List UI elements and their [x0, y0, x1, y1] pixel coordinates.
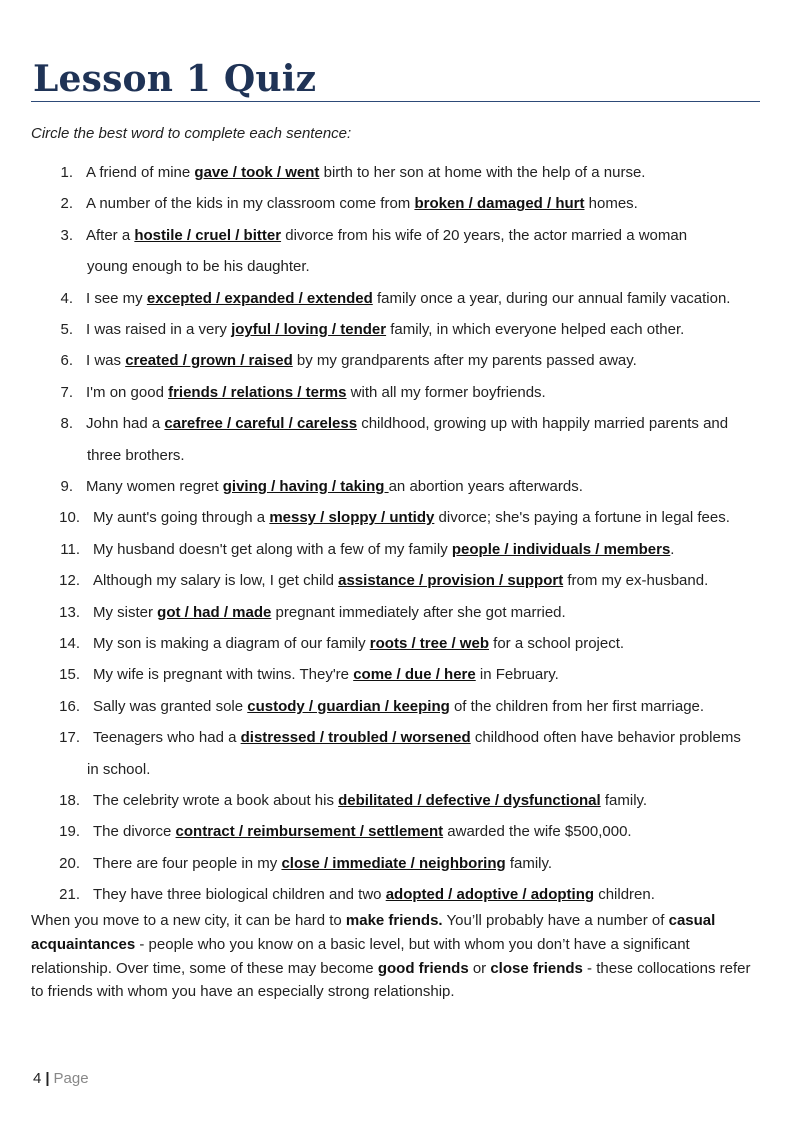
question-stem: I'm on good: [86, 383, 169, 401]
question-stem: Teenagers who had a: [93, 729, 241, 747]
question-ending: homes.: [584, 195, 638, 213]
question-stem: Sally was granted sole: [93, 697, 248, 715]
question-number: 5.: [60, 321, 73, 338]
question-number: 21.: [59, 886, 80, 904]
answer-choices[interactable]: people / individuals / members: [451, 540, 671, 558]
answer-choices[interactable]: carefree / careful / careless: [164, 415, 358, 433]
question-ending: divorce from his wife of 20 years, the actor married a woman: [281, 226, 688, 244]
question-text: [86, 314, 684, 345]
title-underline-rule: [31, 101, 760, 102]
note-text-4: or: [468, 959, 491, 977]
answer-choices[interactable]: messy / sloppy / untidy: [269, 509, 435, 527]
question-number: 17.: [59, 729, 80, 747]
question-text: [93, 597, 566, 628]
answer-choices[interactable]: created / grown / raised: [125, 352, 293, 370]
question-stem: I was: [86, 352, 126, 370]
question-stem: The celebrity wrote a book about his: [93, 792, 339, 809]
question-text: [86, 283, 730, 314]
note-bold-close-friends: close friends: [490, 959, 583, 977]
question-stem: My sister: [93, 603, 158, 621]
question-stem: My wife is pregnant with twins. They're: [93, 666, 354, 684]
question-text: [93, 848, 552, 879]
answer-choices[interactable]: custody / guardian / keeping: [247, 697, 450, 715]
answer-choices[interactable]: come / due / here: [353, 666, 476, 684]
question-stem: I was raised in a very: [86, 321, 232, 338]
page-number: 4: [33, 1070, 42, 1087]
question-ending: by my grandparents after my parents passed away.: [292, 352, 637, 370]
question-ending: birth to her son at home with the help of a nurse.: [319, 164, 646, 181]
question-stem: They have three biological children and two: [93, 886, 386, 904]
question-number: 9.: [60, 478, 73, 495]
note-text-3: - people who you know on a basic level, but with whom you don’t have a significant relationship. Over time, some of these may become: [31, 935, 690, 977]
question-ending: .: [670, 540, 675, 558]
answer-choices[interactable]: hostile / cruel / bitter: [134, 226, 282, 244]
question-number: 16.: [59, 697, 80, 715]
question-continuation: in school.: [87, 760, 151, 778]
note-text-5: - these collocations refer to friends with whom you have an especially strong relationship.: [31, 959, 751, 1001]
question-text: [86, 408, 728, 439]
question-stem: My aunt's going through a: [93, 509, 270, 527]
question-text: [86, 157, 645, 188]
footer-separator: |: [45, 1070, 50, 1087]
answer-choices[interactable]: got / had / made: [157, 603, 272, 621]
page-title: Lesson 1 Quiz: [33, 58, 317, 100]
answer-choices[interactable]: gave / took / went: [194, 164, 320, 181]
answer-choices[interactable]: distressed / troubled / worsened: [240, 729, 471, 747]
question-ending: pregnant immediately after she got married.: [271, 603, 566, 621]
collocations-note: [31, 909, 761, 1004]
answer-choices[interactable]: roots / tree / web: [369, 635, 489, 652]
question-stem: Many women regret: [86, 478, 223, 495]
question-ending: childhood often have behavior problems: [470, 729, 741, 747]
note-bold-casual-acquaintances: casual acquaintances: [31, 912, 716, 953]
question-ending: family.: [600, 792, 648, 809]
question-ending: family.: [505, 854, 553, 872]
question-text: [93, 785, 647, 816]
question-stem: A friend of mine: [86, 164, 195, 181]
answer-choices[interactable]: excepted / expanded / extended: [146, 289, 373, 307]
answer-choices[interactable]: assistance / provision / support: [338, 572, 564, 590]
question-stem: Although my salary is low, I get child: [93, 572, 339, 590]
question-continuation: three brothers.: [87, 446, 185, 464]
question-ending: family, in which everyone helped each other.: [386, 321, 685, 338]
question-ending: childhood, growing up with happily married parents and: [357, 415, 729, 433]
question-ending: from my ex-husband.: [563, 572, 709, 590]
answer-choices[interactable]: broken / damaged / hurt: [414, 195, 585, 213]
question-number: 14.: [59, 635, 80, 652]
question-text: [86, 471, 583, 502]
question-ending: in February.: [475, 666, 559, 684]
question-number: 4.: [60, 289, 73, 307]
question-number: 7.: [60, 383, 73, 401]
question-stem: The divorce: [93, 823, 176, 841]
question-text: [93, 659, 559, 690]
question-number: 11.: [60, 540, 80, 558]
question-number: 15.: [59, 666, 80, 684]
answer-choices[interactable]: adopted / adoptive / adopting: [385, 886, 595, 904]
question-text: [93, 691, 704, 722]
question-ending: divorce; she's paying a fortune in legal fees.: [434, 509, 730, 527]
question-stem: After a: [86, 226, 135, 244]
question-text: [86, 220, 687, 251]
question-continuation: young enough to be his daughter.: [87, 258, 310, 276]
question-text: [93, 534, 674, 565]
question-number: 10.: [59, 509, 80, 527]
question-number: 3.: [60, 226, 73, 244]
instructions: Circle the best word to complete each sentence:: [31, 125, 352, 142]
question-ending: with all my former boyfriends.: [346, 383, 546, 401]
question-ending: children.: [594, 886, 655, 904]
question-number: 12.: [59, 572, 80, 590]
question-text: [93, 816, 632, 847]
question-ending: an abortion years afterwards.: [388, 478, 583, 495]
question-text: [86, 345, 637, 376]
question-number: 18.: [59, 792, 80, 809]
question-stem: There are four people in my: [93, 854, 282, 872]
question-text: [93, 502, 730, 533]
page-label: Page: [53, 1070, 89, 1087]
question-ending: awarded the wife $500,000.: [443, 823, 632, 841]
answer-choices[interactable]: contract / reimbursement / settlement: [175, 823, 444, 841]
question-number: 13.: [59, 603, 80, 621]
answer-choices[interactable]: giving / having / taking: [222, 478, 389, 495]
question-number: 2.: [60, 195, 73, 213]
question-ending: family once a year, during our annual family vacation.: [372, 289, 731, 307]
question-text: [93, 628, 624, 659]
question-ending: of the children from her first marriage.: [449, 697, 705, 715]
question-number: 6.: [60, 352, 73, 370]
question-text: [93, 565, 708, 596]
note-bold-good-friends: good friends: [377, 959, 469, 977]
note-bold-make-friends: make friends.: [345, 912, 443, 929]
note-text-2: You’ll probably have a number of: [442, 912, 669, 929]
note-text-1: When you move to a new city, it can be hard to: [31, 912, 346, 929]
page-footer: [33, 1070, 89, 1087]
question-text: [93, 722, 741, 753]
answer-choices[interactable]: debilitated / defective / dysfunctional: [338, 792, 601, 809]
question-number: 8.: [60, 415, 73, 433]
question-stem: A number of the kids in my classroom come from: [86, 195, 415, 213]
answer-choices[interactable]: friends / relations / terms: [168, 383, 347, 401]
question-text: [86, 188, 638, 219]
question-stem: My son is making a diagram of our family: [93, 635, 370, 652]
question-number: 19.: [59, 823, 80, 841]
question-ending: for a school project.: [488, 635, 625, 652]
question-number: 20.: [59, 854, 80, 872]
question-number: 1.: [60, 164, 73, 181]
question-stem: My husband doesn't get along with a few of my family: [93, 540, 452, 558]
question-text: [86, 377, 546, 408]
answer-choices[interactable]: close / immediate / neighboring: [281, 854, 506, 872]
answer-choices[interactable]: joyful / loving / tender: [231, 321, 387, 338]
question-stem: John had a: [86, 415, 165, 433]
question-text: [93, 879, 655, 910]
question-stem: I see my: [86, 289, 147, 307]
